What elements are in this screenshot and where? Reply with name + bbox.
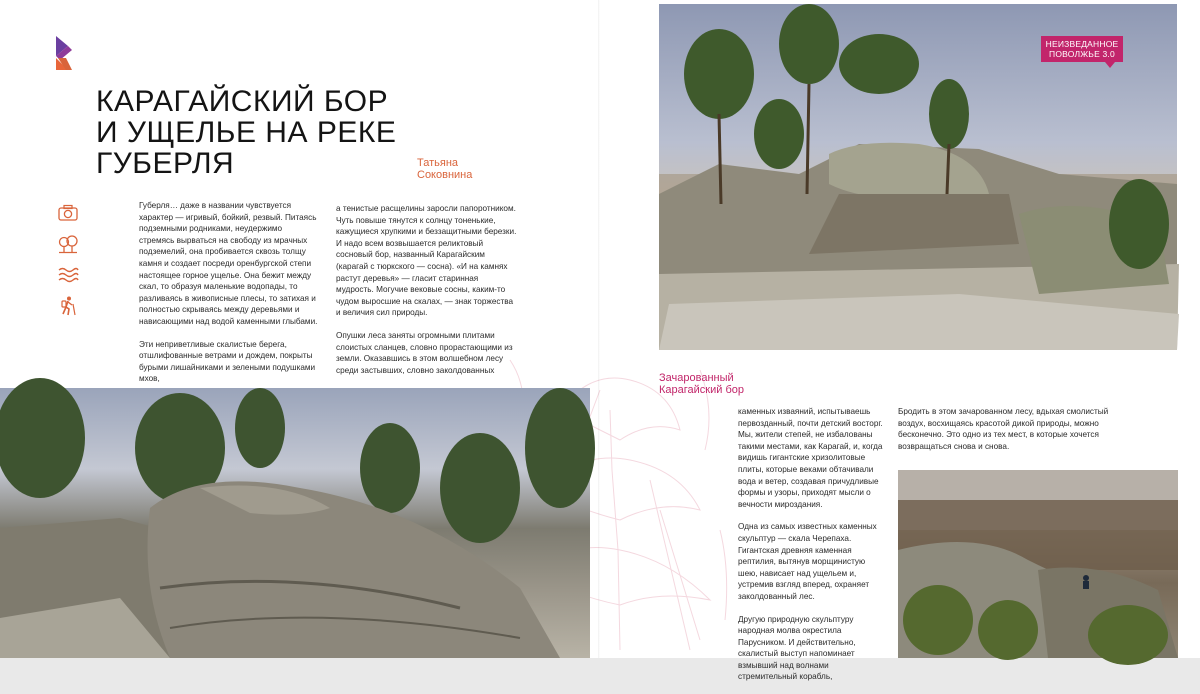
text-column-4 xyxy=(898,406,1136,463)
badge-line: НЕИЗВЕДАННОЕ xyxy=(1045,39,1119,49)
hiker-icon xyxy=(57,295,79,317)
forest-icon xyxy=(57,233,79,255)
topic-icons xyxy=(57,202,81,326)
paragraph: Опушки леса заняты огромными плитами слоистых сланцев, словно прорастающими из земли. Оказавшись в этом волшебном лесу среди застывших, словно заколдованных xyxy=(336,330,513,375)
title-line: ГУБЕРЛЯ xyxy=(96,147,235,180)
author-byline xyxy=(417,157,472,181)
waves-icon xyxy=(57,264,79,286)
article-title xyxy=(96,86,396,179)
badge-tip xyxy=(1105,62,1115,68)
author-last-name: Соковнина xyxy=(417,169,473,181)
text-column-2 xyxy=(336,203,518,387)
paragraph: а тенистые расщелины заросли папоротником. Чуть повыше тянутся к солнцу тоненькие, кажущиеся хрупкими и беззащитными березки. И надо всем возвышается реликтовый сосновый бор, названный Карагайским (карагай с тюркского — сосна). «И на камнях растут деревья» — гласит старинная мудрость. Могучие вековые сосны, каким-то чудом выросшие на скалах, — знак торжества и величия сил природы. xyxy=(336,204,517,318)
text-column-3 xyxy=(738,406,886,694)
paragraph: Другую природную скульптуру народная молва окрестила Парусником. И действительно, скалистый выступ напоминает взмывший над волнами стремительный корабль, xyxy=(738,614,856,682)
photo-large-boulder xyxy=(0,388,590,658)
paragraph: Губерля… даже в названии чувствуется характер — игривый, бойкий, резвый. Питаясь подземными родниками, неудержимо стремясь вырваться на свободу из мрачных подземелий, она пробивается сквозь толщу камня и создает посреди оренбургской степи настоящее горное ущелье. Она бежит между скал, то образуя маленькие водопады, то разливаясь в живописные плесы, то затихая и полностью скрываясь между деревьями и нависающими над водой каменными глыбами. xyxy=(139,201,318,326)
camera-icon xyxy=(57,202,79,224)
title-line: И УЩЕЛЬЕ НА РЕКЕ xyxy=(96,116,397,149)
photo-canyon-overlook xyxy=(898,470,1178,658)
paragraph: каменных изваяний, испытываешь первозданный, почти детский восторг. Мы, жители степей, не избалованы такими местами, как Карагай, и, когда видишь гигантские хризолитовые плиты, которые веками обтачивали вода и ветер, создавая причудливые формы и узоры, приходят мысли о вечности мироздания. xyxy=(738,407,883,509)
paragraph: Эти неприветливые скалистые берега, отшлифованные ветрами и дождем, покрыты бурыми лишайниками и зелеными подушками мхов, xyxy=(139,339,316,384)
text-column-1 xyxy=(139,200,319,396)
series-badge xyxy=(1041,36,1123,62)
badge-line: ПОВОЛЖЬЕ 3.0 xyxy=(1049,49,1115,59)
page-gutter xyxy=(598,0,600,658)
author-first-name: Татьяна xyxy=(417,157,459,169)
paragraph: Бродить в этом зачарованном лесу, вдыхая смолистый воздух, восхищаясь красотой дикой природы, можно бесконечно. Это одно из тех мест, в которые хочется возвращаться снова и снова. xyxy=(898,407,1109,451)
photo-caption xyxy=(659,372,744,396)
magazine-logo xyxy=(52,34,76,72)
paragraph: Одна из самых известных каменных скульптур — скала Черепаха. Гигантская древняя каменная рептилия, вытянув морщинистую шею, нависает над ущельем и, устремив взгляд вперед, охраняет заколдованный лес. xyxy=(738,522,877,601)
title-line: КАРАГАЙСКИЙ БОР xyxy=(96,85,389,118)
caption-line: Карагайский бор xyxy=(659,384,744,396)
caption-line: Зачарованный xyxy=(659,372,734,384)
